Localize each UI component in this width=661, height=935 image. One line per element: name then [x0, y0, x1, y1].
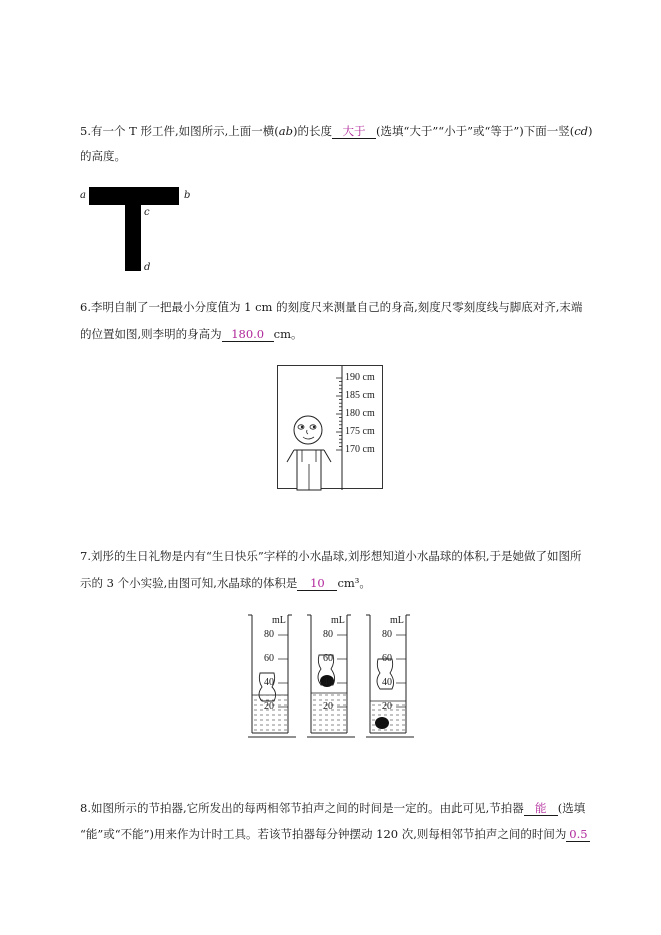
q7-line2	[80, 576, 371, 591]
cyl2-80: 80	[323, 629, 333, 640]
cyl1-40: 40	[264, 677, 274, 688]
cyl1-20: 20	[264, 701, 274, 712]
q8-text-2: “能”或“不能”)用来作为计时工具。若该节拍器每分钟摆动 120 次,则每相邻节拍声之间的时间为	[80, 827, 567, 841]
q8-line2	[80, 827, 590, 842]
scale-185: 185 cm	[345, 390, 375, 401]
cyl1-unit: mL	[272, 615, 286, 626]
label-c: c	[144, 207, 150, 218]
label-d: d	[144, 262, 151, 273]
scale-175: 175 cm	[345, 426, 375, 437]
q8-answer1: 能	[535, 801, 547, 815]
q8-answer1-blank	[524, 801, 558, 816]
cyl3-80: 80	[382, 629, 392, 640]
q6-answer: 180.0	[231, 327, 265, 341]
label-a: a	[80, 190, 86, 201]
q6-text-pre: 的位置如图,则李明的身高为	[80, 327, 222, 341]
q8-answer2: 0.5	[569, 827, 588, 841]
q5-cd: cd	[574, 124, 589, 138]
scale-170: 170 cm	[345, 444, 375, 455]
scale-190: 190 cm	[345, 372, 375, 383]
cylinder-3	[366, 613, 410, 739]
t-shape-stem	[125, 205, 141, 271]
q6-line1: 6.李明自制了一把最小分度值为 1 cm 的刻度尺来测量自己的身高,刻度尺零刻度线与脚底对齐,末端	[80, 300, 583, 314]
q8-answer2-blank	[566, 827, 590, 842]
q7-answer: 10	[310, 576, 325, 590]
q5-ab: ab	[278, 124, 293, 138]
q8-line1	[80, 801, 585, 816]
cyl2-unit: mL	[331, 615, 345, 626]
q6-line2	[80, 327, 303, 342]
q7-answer-blank	[297, 576, 337, 591]
q5-answer: 大于	[342, 124, 366, 138]
q5-line2: 的高度。	[80, 149, 126, 163]
q5-text-post: (选填“大于”“小于”或“等于”)下面一竖(	[375, 124, 575, 138]
cylinder-1	[248, 613, 292, 739]
cyl3-20: 20	[382, 701, 392, 712]
q8-text-post: (选填	[557, 801, 586, 815]
cyl3-60: 60	[382, 653, 392, 664]
t-shape-bar	[89, 187, 179, 205]
cyl1-60: 60	[264, 653, 274, 664]
cyl1-80: 80	[264, 629, 274, 640]
cyl2-60: 60	[323, 653, 333, 664]
scale-180: 180 cm	[345, 408, 375, 419]
q8-text-pre: 8.如图所示的节拍器,它所发出的每两相邻节拍声之间的时间是一定的。由此可见,节拍器	[80, 801, 524, 815]
q5-line1	[80, 124, 593, 139]
label-b: b	[184, 190, 191, 201]
q7-text-post: cm³。	[337, 576, 371, 590]
cyl2-20: 20	[323, 701, 333, 712]
cyl3-40: 40	[382, 677, 392, 688]
height-figure	[277, 365, 383, 489]
q7-line1: 7.刘彤的生日礼物是内有“生日快乐”字样的小水晶球,刘彤想知道小水晶球的体积,于是她做了如图所	[80, 549, 582, 563]
q5-text-pre: 5.有一个 T 形工件,如图所示,上面一横(	[80, 124, 279, 138]
q5-text-mid: )的长度	[292, 124, 332, 138]
q5-answer-blank	[332, 124, 376, 139]
q7-text-pre: 示的 3 个小实验,由图可知,水晶球的体积是	[80, 576, 298, 590]
q6-text-post: cm。	[273, 327, 303, 341]
cyl2-40: 40	[323, 677, 333, 688]
q5-text-end: )	[588, 124, 593, 138]
cylinders-figure	[244, 613, 414, 741]
cylinder-2	[307, 613, 351, 739]
q6-answer-blank	[222, 327, 274, 342]
cyl3-unit: mL	[390, 615, 404, 626]
